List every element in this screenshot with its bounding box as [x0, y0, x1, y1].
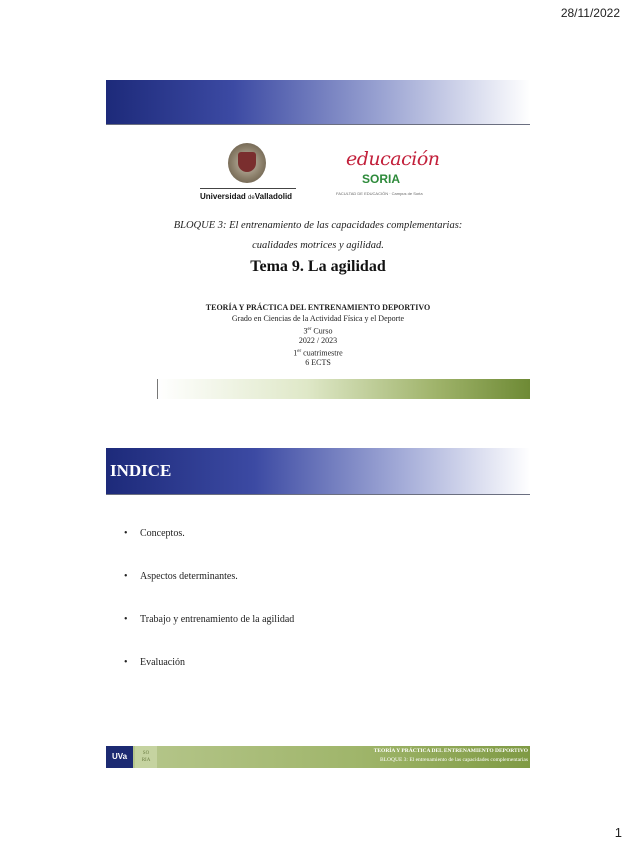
slide1-header-rule	[106, 124, 530, 125]
academic-year: 2022 / 2023	[298, 336, 338, 345]
uva-logo-text: Universidad deValladolid	[200, 192, 293, 201]
soria-footer-logo: SO RIA	[135, 746, 157, 768]
bullet-icon: •	[124, 657, 128, 668]
index-title: INDICE	[110, 461, 172, 480]
course-title: TEORÍA Y PRÁCTICA DEL ENTRENAMIENTO DEPORTIVO	[205, 303, 431, 312]
uva-footer-logo: UVa	[106, 746, 133, 768]
bullet-icon: •	[124, 614, 128, 625]
course-year: 3er Curso	[303, 326, 333, 336]
footer-course-title: TEORÍA Y PRÁCTICA DEL ENTRENAMIENTO DEPORTIVO	[373, 748, 528, 754]
print-date: 28/11/2022	[560, 6, 620, 20]
page-number: 1	[614, 825, 622, 840]
uva-shield-icon	[238, 152, 256, 172]
bloque-line-2: cualidades motrices y agilidad.	[252, 240, 384, 251]
educacion-logo: educación	[346, 148, 440, 170]
educacion-logo-subtitle: FACULTAD DE EDUCACIÓN · Campus de Soria	[336, 191, 423, 196]
slide2-header-rule	[106, 494, 530, 495]
degree-name: Grado en Ciencias de la Actividad Física y el Deporte	[231, 314, 405, 323]
soria-logo-text: SORIA	[362, 172, 401, 186]
tema-title: Tema 9. La agilidad	[250, 258, 386, 275]
index-item: Trabajo y entrenamiento de la agilidad	[140, 614, 295, 625]
slide1-footer-divider	[157, 379, 158, 399]
index-item: Aspectos determinantes.	[140, 571, 238, 582]
uva-logo-rule	[200, 188, 296, 189]
bullet-icon: •	[124, 528, 128, 539]
index-item: Conceptos.	[140, 528, 185, 539]
bullet-icon: •	[124, 571, 128, 582]
bloque-line-1: BLOQUE 3: El entrenamiento de las capacidades complementarias:	[173, 220, 463, 231]
index-item: Evaluación	[140, 657, 185, 668]
footer-bloque: BLOQUE 3: El entrenamiento de las capacidades complementarias	[380, 757, 528, 763]
slide1-footer-band	[157, 379, 530, 399]
ects-credits: 6 ECTS	[305, 358, 331, 367]
semester: 1er cuatrimestre	[293, 348, 343, 358]
slide1-header-band	[106, 80, 530, 124]
